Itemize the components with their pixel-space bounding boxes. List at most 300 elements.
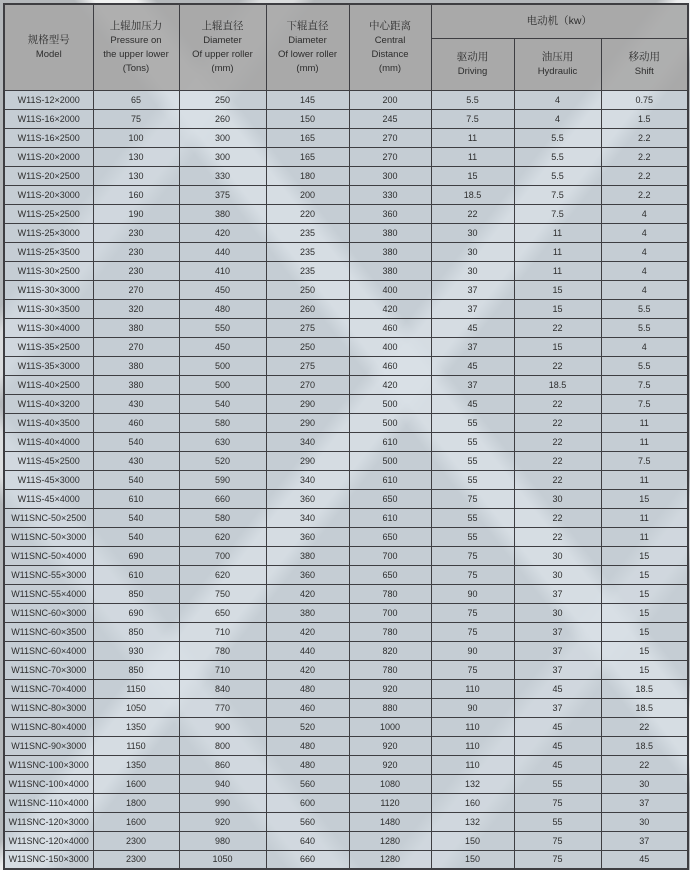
value-cell: 460 [266,698,349,717]
value-cell: 660 [266,850,349,869]
spec-table [3,3,689,870]
header-row-top [4,4,688,38]
value-cell: 11 [431,128,514,147]
value-cell: 37 [514,660,601,679]
value-cell: 75 [431,546,514,565]
table-row [4,204,688,223]
table-row [4,261,688,280]
value-cell: 380 [179,204,266,223]
col-header-shift-en: Shift [634,65,654,77]
value-cell: 11 [514,223,601,242]
value-cell: 930 [93,641,179,660]
value-cell: 340 [266,432,349,451]
col-header-shift-cn: 移动用 [628,50,660,63]
value-cell: 480 [266,679,349,698]
table-row [4,318,688,337]
value-cell: 190 [93,204,179,223]
value-cell: 460 [349,356,431,375]
model-cell: W11S-45×3000 [4,470,93,489]
table-row [4,546,688,565]
model-cell: W11S-25×3500 [4,242,93,261]
value-cell: 37 [514,641,601,660]
value-cell: 270 [349,128,431,147]
value-cell: 440 [266,641,349,660]
value-cell: 75 [431,565,514,584]
value-cell: 270 [266,375,349,394]
value-cell: 15 [601,546,688,565]
value-cell: 580 [179,413,266,432]
value-cell: 235 [266,261,349,280]
value-cell: 400 [349,280,431,299]
col-header-central-distance-cn: 中心距离 [369,19,411,32]
model-cell: W11S-20×2500 [4,166,93,185]
col-header-upper-diameter [179,4,266,90]
value-cell: 130 [93,147,179,166]
col-header-driving-cn: 驱动用 [456,50,489,63]
value-cell: 230 [93,261,179,280]
model-cell: W11S-35×3000 [4,356,93,375]
model-cell: W11SNC-50×2500 [4,508,93,527]
value-cell: 15 [601,622,688,641]
value-cell: 850 [93,622,179,641]
value-cell: 360 [349,204,431,223]
value-cell: 880 [349,698,431,717]
table-row [4,717,688,736]
value-cell: 2.2 [601,128,688,147]
value-cell: 920 [349,679,431,698]
value-cell: 500 [349,394,431,413]
value-cell: 1600 [93,774,179,793]
table-row [4,90,688,109]
value-cell: 75 [93,109,179,128]
value-cell: 360 [266,565,349,584]
value-cell: 690 [93,546,179,565]
table-row [4,242,688,261]
value-cell: 430 [93,451,179,470]
value-cell: 30 [431,261,514,280]
value-cell: 22 [514,470,601,489]
table-row [4,375,688,394]
value-cell: 450 [179,280,266,299]
value-cell: 4 [514,109,601,128]
table-row [4,185,688,204]
model-cell: W11S-40×3200 [4,394,93,413]
model-cell: W11S-30×2500 [4,261,93,280]
value-cell: 2.2 [601,147,688,166]
value-cell: 145 [266,90,349,109]
value-cell: 45 [514,717,601,736]
table-row [4,508,688,527]
value-cell: 30 [601,774,688,793]
value-cell: 11 [601,508,688,527]
col-header-pressure [93,4,179,90]
value-cell: 650 [349,489,431,508]
value-cell: 650 [349,565,431,584]
value-cell: 132 [431,774,514,793]
table-row [4,850,688,869]
table-row [4,603,688,622]
table-row [4,166,688,185]
value-cell: 380 [266,546,349,565]
value-cell: 55 [431,527,514,546]
table-row [4,774,688,793]
value-cell: 30 [431,242,514,261]
value-cell: 270 [349,147,431,166]
table-row [4,109,688,128]
value-cell: 250 [266,337,349,356]
model-cell: W11SNC-80×4000 [4,717,93,736]
model-cell: W11S-45×2500 [4,451,93,470]
value-cell: 160 [431,793,514,812]
value-cell: 980 [179,831,266,850]
col-header-lower-diameter-cn: 下辊直径 [286,19,329,32]
value-cell: 540 [93,432,179,451]
value-cell: 30 [601,812,688,831]
col-header-hydraulic [514,38,601,90]
value-cell: 990 [179,793,266,812]
value-cell: 520 [179,451,266,470]
value-cell: 5.5 [514,128,601,147]
model-cell: W11S-20×2000 [4,147,93,166]
value-cell: 1150 [93,679,179,698]
value-cell: 450 [179,337,266,356]
value-cell: 55 [431,508,514,527]
model-cell: W11SNC-60×4000 [4,641,93,660]
value-cell: 15 [601,565,688,584]
value-cell: 540 [93,508,179,527]
value-cell: 1280 [349,850,431,869]
value-cell: 37 [601,793,688,812]
value-cell: 2.2 [601,166,688,185]
model-cell: W11S-25×3000 [4,223,93,242]
value-cell: 235 [266,242,349,261]
value-cell: 610 [349,508,431,527]
table-row [4,280,688,299]
value-cell: 100 [93,128,179,147]
value-cell: 15 [514,337,601,356]
value-cell: 1120 [349,793,431,812]
value-cell: 45 [601,850,688,869]
value-cell: 22 [514,508,601,527]
value-cell: 270 [93,337,179,356]
value-cell: 55 [514,774,601,793]
value-cell: 690 [93,603,179,622]
value-cell: 5.5 [514,166,601,185]
value-cell: 1050 [179,850,266,869]
value-cell: 940 [179,774,266,793]
value-cell: 5.5 [601,299,688,318]
value-cell: 420 [349,375,431,394]
value-cell: 1350 [93,717,179,736]
table-row [4,812,688,831]
col-header-model [4,4,93,90]
model-cell: W11SNC-110×4000 [4,793,93,812]
table-row [4,432,688,451]
value-cell: 440 [179,242,266,261]
col-header-hydraulic-en: Hydraulic [537,65,578,77]
value-cell: 800 [179,736,266,755]
value-cell: 220 [266,204,349,223]
col-header-central-distance-en2: Distance [371,48,409,60]
value-cell: 110 [431,736,514,755]
value-cell: 22 [431,204,514,223]
value-cell: 5.5 [601,356,688,375]
value-cell: 630 [179,432,266,451]
value-cell: 75 [514,831,601,850]
value-cell: 850 [93,660,179,679]
value-cell: 75 [514,793,601,812]
value-cell: 22 [514,356,601,375]
value-cell: 780 [349,584,431,603]
model-cell: W11S-30×3500 [4,299,93,318]
table-row [4,584,688,603]
value-cell: 920 [349,755,431,774]
value-cell: 22 [514,527,601,546]
model-cell: W11S-40×4000 [4,432,93,451]
col-header-lower-diameter-en2: Of lower roller [277,48,338,60]
value-cell: 45 [431,356,514,375]
value-cell: 750 [179,584,266,603]
model-cell: W11SNC-50×4000 [4,546,93,565]
value-cell: 560 [266,812,349,831]
value-cell: 560 [266,774,349,793]
value-cell: 11 [601,527,688,546]
col-header-shift [601,38,688,90]
value-cell: 18.5 [514,375,601,394]
value-cell: 840 [179,679,266,698]
col-header-lower-diameter-en1: Diameter [288,34,327,46]
value-cell: 4 [601,242,688,261]
value-cell: 110 [431,755,514,774]
col-header-central-distance-unit: (mm) [378,62,402,74]
value-cell: 7.5 [514,204,601,223]
value-cell: 700 [179,546,266,565]
value-cell: 270 [93,280,179,299]
table-row [4,679,688,698]
value-cell: 1000 [349,717,431,736]
table-row [4,565,688,584]
value-cell: 710 [179,660,266,679]
value-cell: 90 [431,584,514,603]
value-cell: 45 [514,755,601,774]
model-cell: W11S-35×2500 [4,337,93,356]
value-cell: 1.5 [601,109,688,128]
model-cell: W11SNC-55×3000 [4,565,93,584]
col-header-motor-group-label: 电动机（kw） [526,14,592,27]
value-cell: 230 [93,242,179,261]
value-cell: 550 [179,318,266,337]
value-cell: 15 [601,641,688,660]
value-cell: 11 [514,242,601,261]
value-cell: 165 [266,147,349,166]
value-cell: 11 [601,432,688,451]
value-cell: 590 [179,470,266,489]
value-cell: 4 [514,90,601,109]
value-cell: 860 [179,755,266,774]
model-cell: W11SNC-80×3000 [4,698,93,717]
value-cell: 7.5 [601,394,688,413]
value-cell: 75 [431,489,514,508]
value-cell: 290 [266,394,349,413]
value-cell: 300 [179,128,266,147]
value-cell: 780 [349,622,431,641]
value-cell: 22 [514,318,601,337]
value-cell: 75 [514,850,601,869]
value-cell: 18.5 [431,185,514,204]
value-cell: 380 [349,242,431,261]
col-header-upper-diameter-en2: Of upper roller [192,48,253,60]
value-cell: 1350 [93,755,179,774]
value-cell: 45 [514,679,601,698]
model-cell: W11SNC-55×4000 [4,584,93,603]
value-cell: 380 [93,375,179,394]
value-cell: 380 [266,603,349,622]
value-cell: 15 [601,660,688,679]
value-cell: 7.5 [514,185,601,204]
value-cell: 500 [179,356,266,375]
value-cell: 15 [601,603,688,622]
model-cell: W11SNC-70×3000 [4,660,93,679]
col-header-hydraulic-cn: 油压用 [541,50,574,63]
value-cell: 7.5 [431,109,514,128]
value-cell: 850 [93,584,179,603]
value-cell: 22 [601,755,688,774]
value-cell: 375 [179,185,266,204]
table-row [4,831,688,850]
value-cell: 30 [431,223,514,242]
value-cell: 460 [93,413,179,432]
value-cell: 110 [431,679,514,698]
value-cell: 15 [514,299,601,318]
value-cell: 37 [514,698,601,717]
value-cell: 420 [266,622,349,641]
value-cell: 1150 [93,736,179,755]
value-cell: 45 [431,318,514,337]
value-cell: 290 [266,451,349,470]
value-cell: 90 [431,641,514,660]
table-row [4,622,688,641]
value-cell: 37 [431,280,514,299]
table-row [4,470,688,489]
value-cell: 55 [431,432,514,451]
value-cell: 330 [179,166,266,185]
value-cell: 4 [601,204,688,223]
value-cell: 920 [179,812,266,831]
value-cell: 15 [431,166,514,185]
table-row [4,641,688,660]
value-cell: 2.2 [601,185,688,204]
value-cell: 15 [601,489,688,508]
value-cell: 4 [601,261,688,280]
table-row [4,698,688,717]
value-cell: 18.5 [601,698,688,717]
model-cell: W11SNC-70×4000 [4,679,93,698]
value-cell: 11 [601,470,688,489]
value-cell: 540 [93,527,179,546]
table-row [4,451,688,470]
value-cell: 330 [349,185,431,204]
value-cell: 380 [349,223,431,242]
value-cell: 640 [266,831,349,850]
col-header-central-distance-en1: Central [374,34,406,46]
value-cell: 18.5 [601,679,688,698]
model-cell: W11S-30×3000 [4,280,93,299]
table-row [4,356,688,375]
value-cell: 4 [601,337,688,356]
model-cell: W11SNC-60×3000 [4,603,93,622]
value-cell: 2300 [93,831,179,850]
model-cell: W11SNC-100×3000 [4,755,93,774]
value-cell: 780 [349,660,431,679]
col-header-pressure-unit: (Tons) [122,62,150,74]
col-header-pressure-cn: 上辊加压力 [109,19,163,32]
table-row [4,660,688,679]
value-cell: 1600 [93,812,179,831]
value-cell: 245 [349,109,431,128]
value-cell: 4 [601,223,688,242]
value-cell: 340 [266,508,349,527]
table-row [4,147,688,166]
value-cell: 22 [601,717,688,736]
value-cell: 260 [266,299,349,318]
value-cell: 600 [266,793,349,812]
col-header-pressure-en1: Pressure on [110,34,162,46]
value-cell: 37 [431,299,514,318]
value-cell: 90 [431,698,514,717]
value-cell: 700 [349,546,431,565]
value-cell: 780 [179,641,266,660]
value-cell: 5.5 [514,147,601,166]
value-cell: 75 [431,603,514,622]
value-cell: 200 [266,185,349,204]
table-row [4,755,688,774]
value-cell: 420 [349,299,431,318]
value-cell: 2300 [93,850,179,869]
value-cell: 700 [349,603,431,622]
value-cell: 1480 [349,812,431,831]
col-header-lower-diameter [266,4,349,90]
model-cell: W11S-16×2000 [4,109,93,128]
value-cell: 820 [349,641,431,660]
value-cell: 55 [431,470,514,489]
model-cell: W11S-20×3000 [4,185,93,204]
model-cell: W11SNC-120×4000 [4,831,93,850]
col-header-driving [431,38,514,90]
value-cell: 0.75 [601,90,688,109]
value-cell: 160 [93,185,179,204]
value-cell: 660 [179,489,266,508]
value-cell: 22 [514,451,601,470]
value-cell: 540 [93,470,179,489]
value-cell: 710 [179,622,266,641]
table-row [4,793,688,812]
value-cell: 200 [349,90,431,109]
model-cell: W11SNC-50×3000 [4,527,93,546]
model-cell: W11SNC-150×3000 [4,850,93,869]
value-cell: 45 [514,736,601,755]
value-cell: 150 [431,850,514,869]
value-cell: 37 [431,337,514,356]
value-cell: 610 [93,565,179,584]
value-cell: 7.5 [601,375,688,394]
value-cell: 130 [93,166,179,185]
value-cell: 610 [93,489,179,508]
col-header-upper-diameter-cn: 上辊直径 [201,19,244,32]
value-cell: 110 [431,717,514,736]
value-cell: 320 [93,299,179,318]
model-cell: W11S-12×2000 [4,90,93,109]
value-cell: 30 [514,565,601,584]
